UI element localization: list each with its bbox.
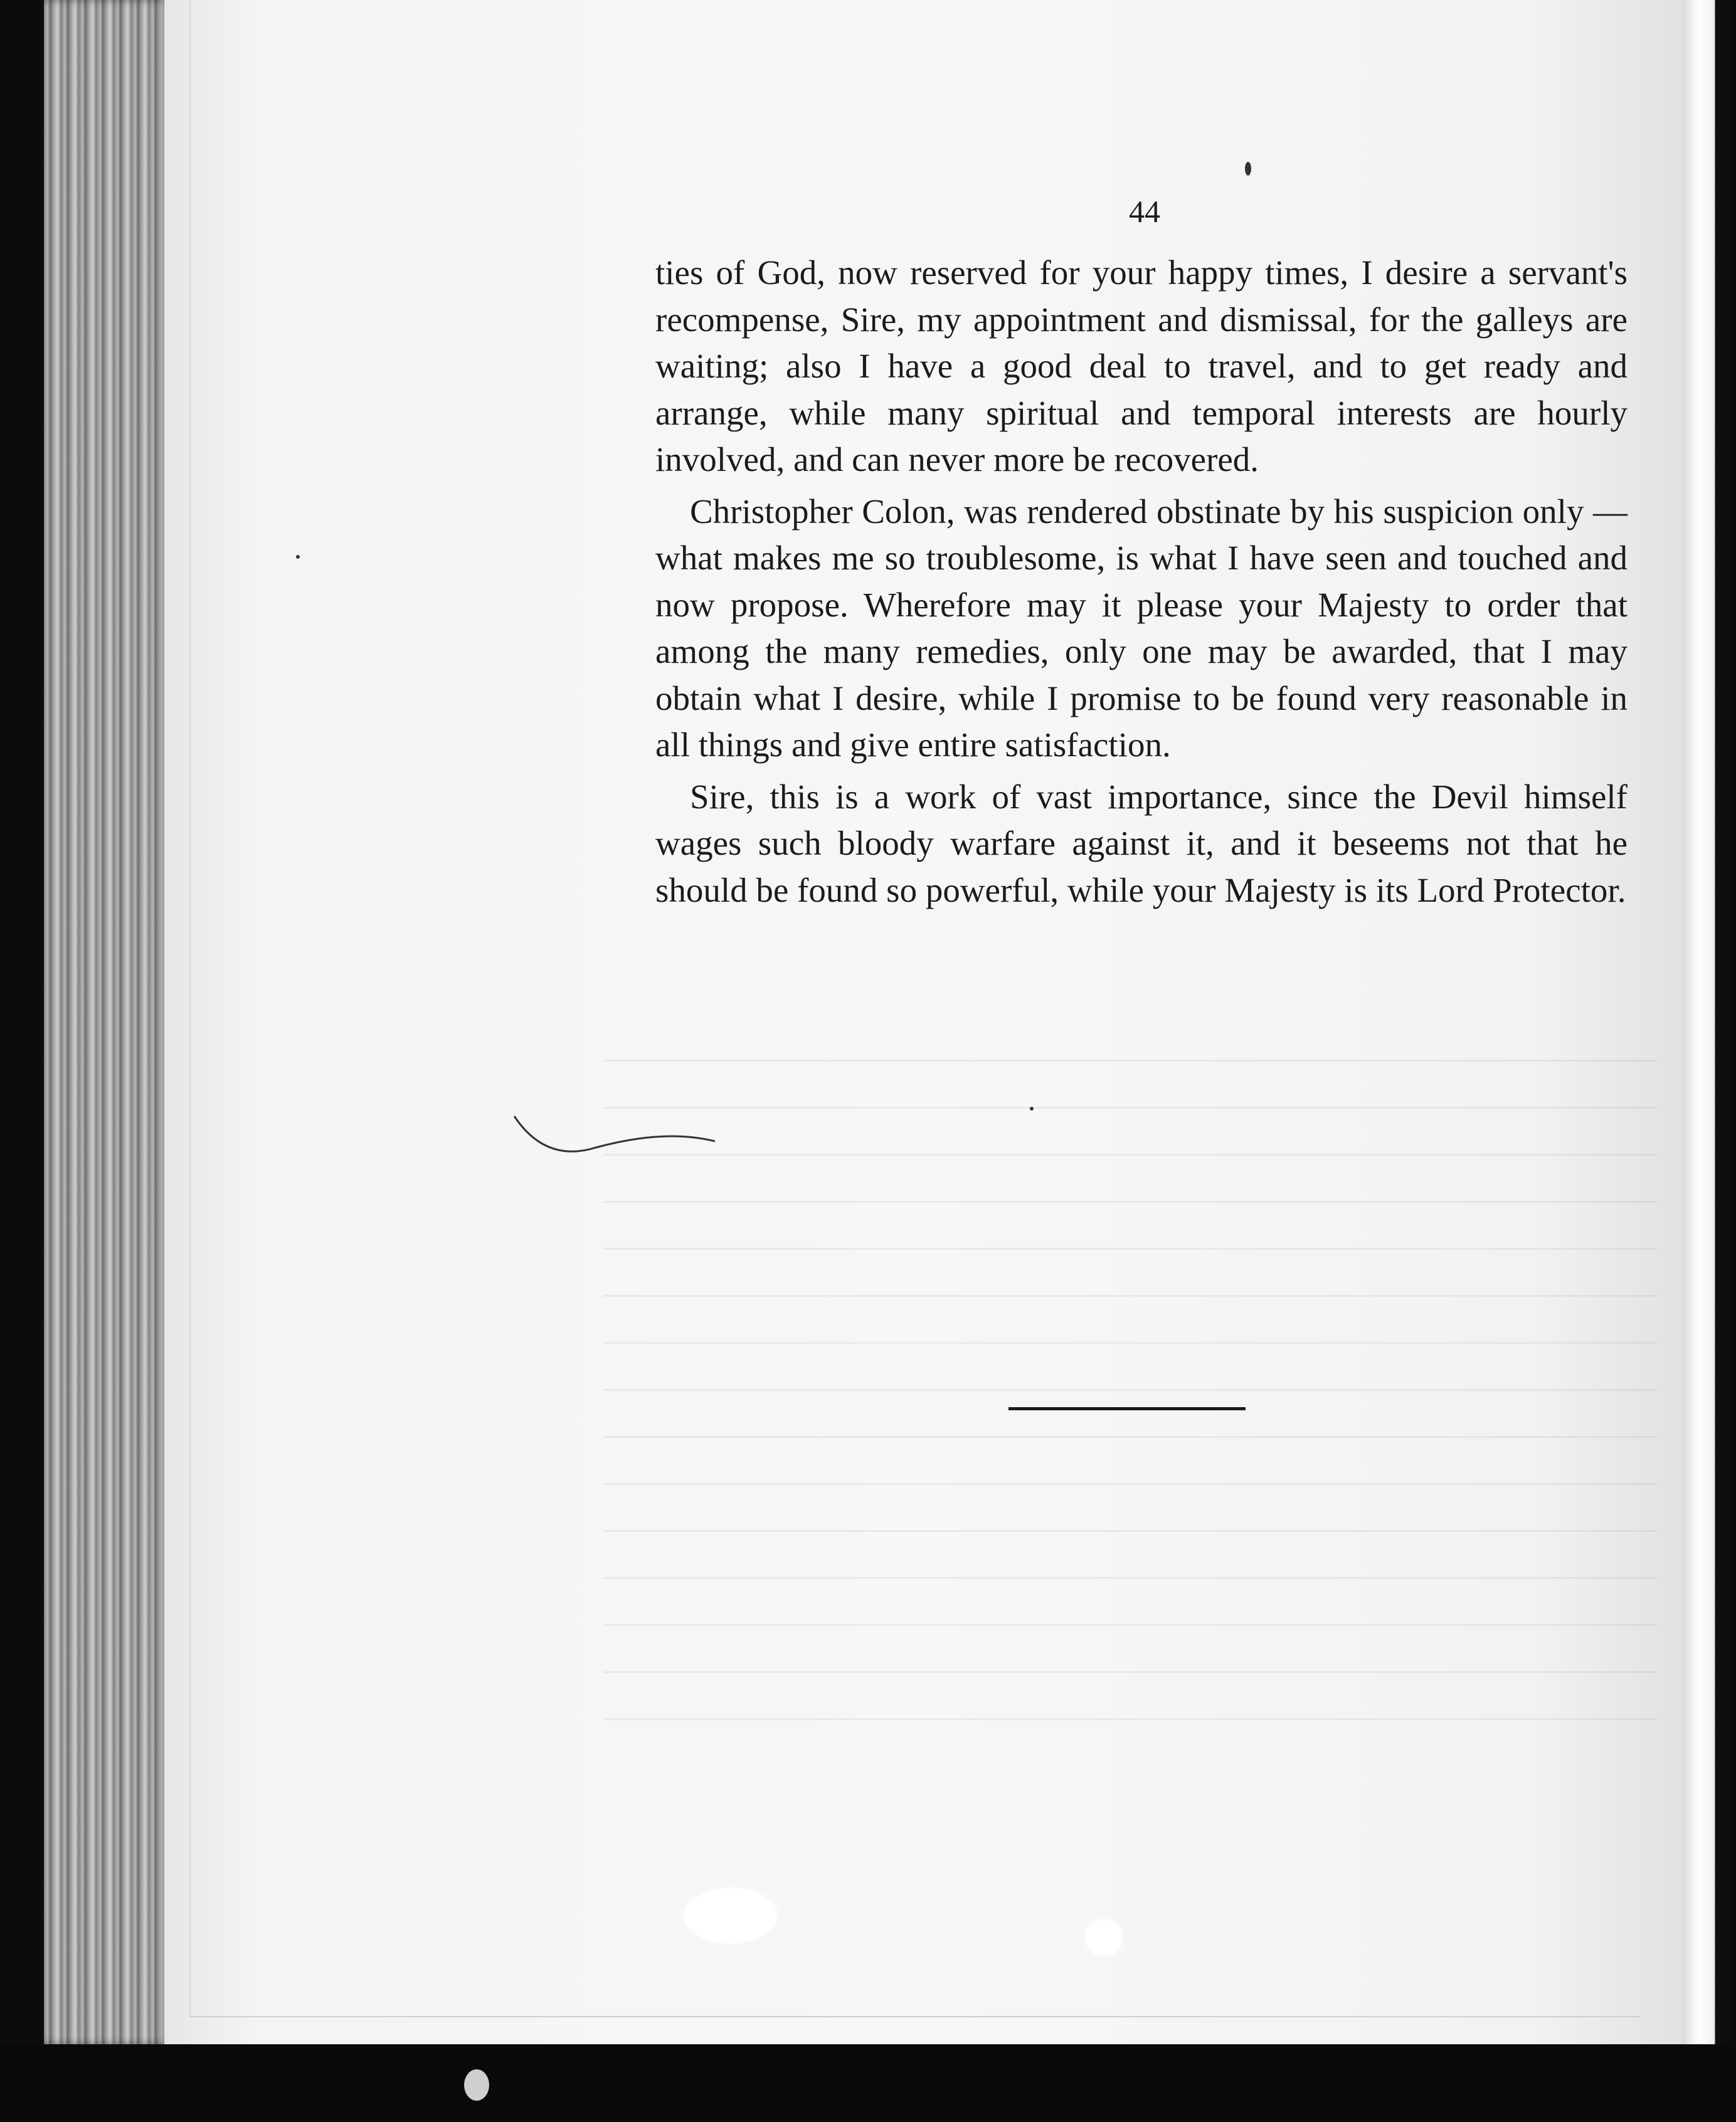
right-page-edge xyxy=(1682,0,1736,2044)
page-edges xyxy=(44,0,169,2044)
paper-blemish xyxy=(1085,1919,1123,1956)
body-text xyxy=(655,250,1628,914)
show-through-line xyxy=(603,1624,1657,1626)
show-through-line xyxy=(603,1483,1657,1485)
paragraph: Christopher Colon, was rendered obstinate by his suspicion only — what makes me so troublesome, is what I have seen and touched and now propose. Wherefore may it please your Majesty to order that among the many remedies, only one may be awarded, that I may obtain what I desire, while I promise to be found very reasonable in all things and give entire satisfaction. xyxy=(655,492,1628,764)
ink-speck xyxy=(1245,162,1251,176)
ink-speck xyxy=(296,555,300,559)
section-rule xyxy=(1008,1407,1246,1410)
show-through-line xyxy=(603,1295,1657,1297)
show-through-line xyxy=(603,1577,1657,1579)
show-through-line xyxy=(603,1718,1657,1720)
show-through-line xyxy=(603,1389,1657,1391)
show-through-line xyxy=(603,1530,1657,1532)
paper-blemish xyxy=(684,1887,778,1944)
show-through-line xyxy=(603,1342,1657,1344)
scan-artifact xyxy=(464,2069,489,2101)
scan-bottom-border xyxy=(0,2044,1736,2122)
show-through-line xyxy=(603,1201,1657,1203)
paragraph: ties of God, now reserved for your happy times, I desire a servant's recompense, Sire, my appointment and dismissal, for the galleys are waiting; also I have a good deal to travel, and to get ready and arrange, while many spiritual and temporal interests are hourly involved, and can never more be recovered. xyxy=(655,253,1628,478)
show-through-line xyxy=(603,1436,1657,1438)
show-through-line xyxy=(603,1060,1657,1062)
ink-speck xyxy=(1030,1107,1034,1111)
show-through-line xyxy=(603,1248,1657,1250)
pen-stroke-mark xyxy=(508,1104,834,1179)
paragraph: Sire, this is a work of vast importance, since the Devil himself wages such bloody warfare against it, and it beseems not that he should be found so powerful, while your Majesty is its Lord Protector. xyxy=(655,777,1628,909)
show-through-line xyxy=(603,1671,1657,1673)
page-number: 44 xyxy=(1129,194,1160,229)
